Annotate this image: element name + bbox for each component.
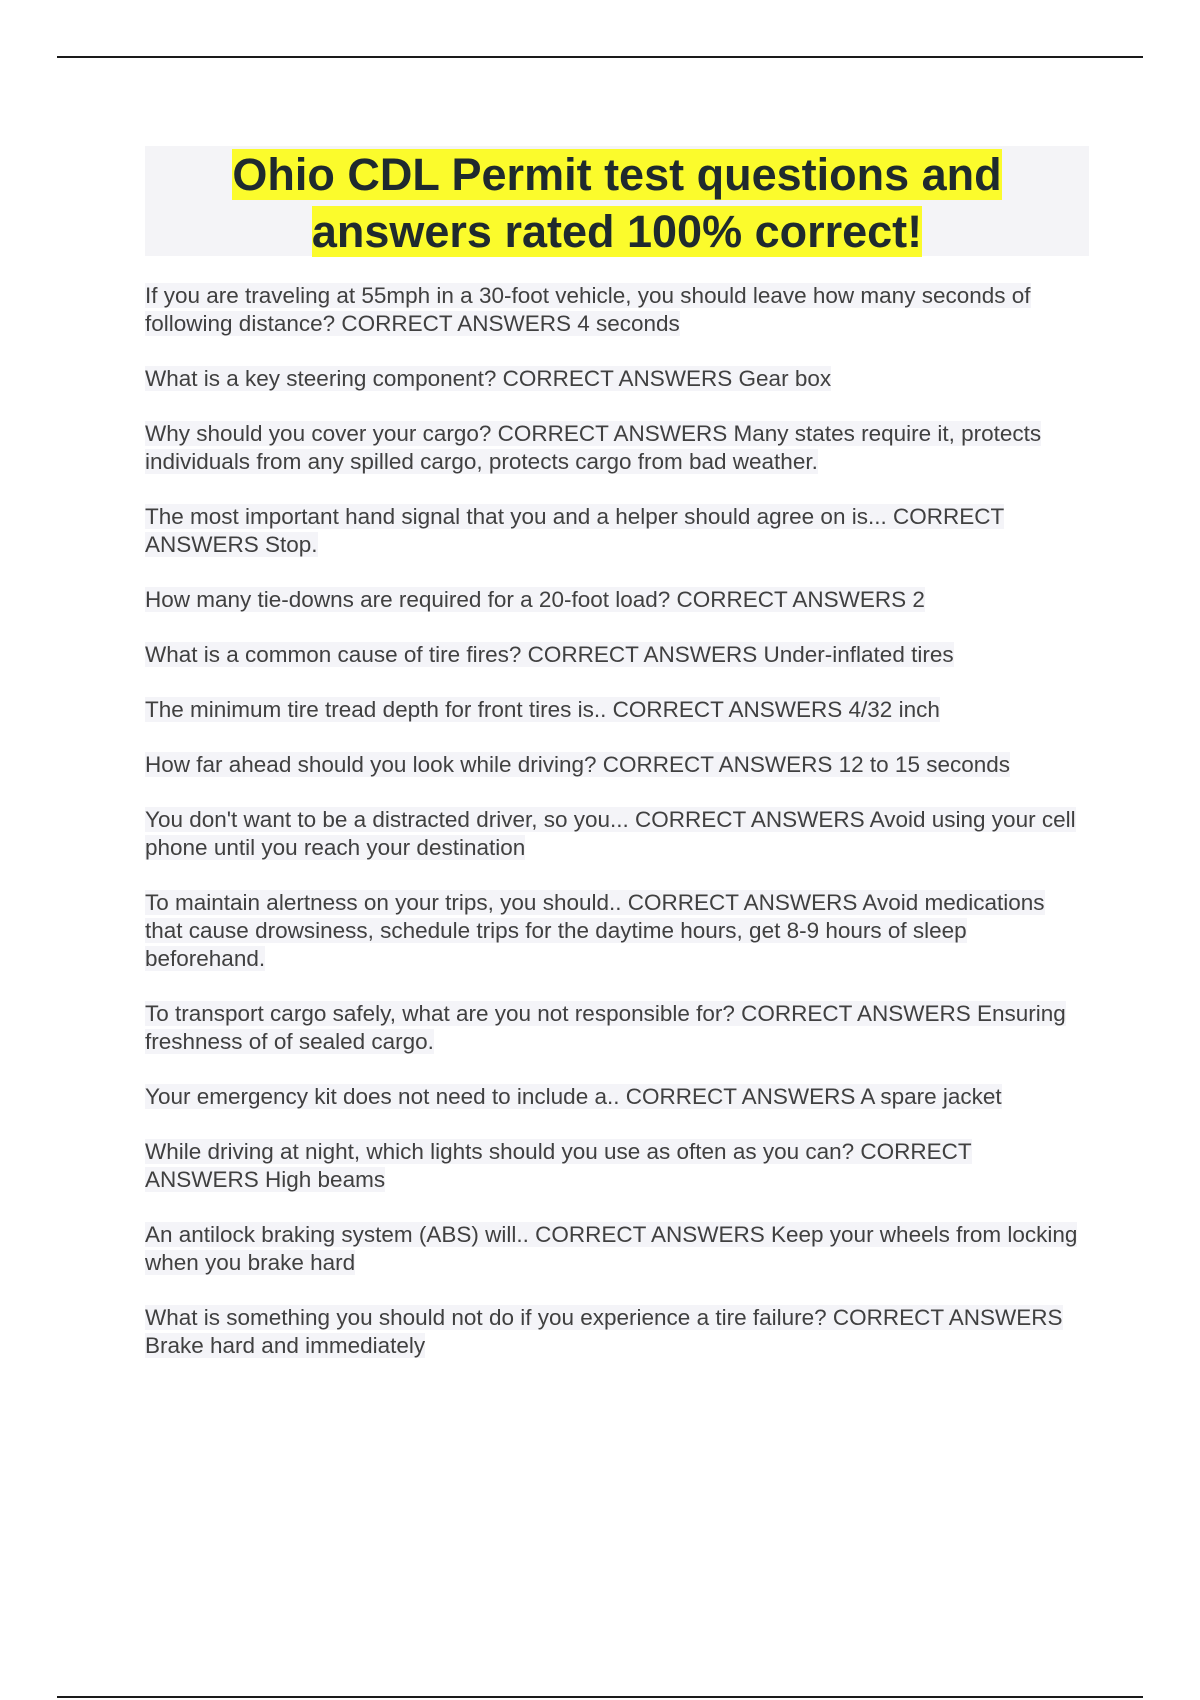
qa-text: If you are traveling at 55mph in a 30-foot vehicle, you should leave how many seconds of following distance? CORRECT ANSWERS 4 seconds [145, 283, 1031, 336]
qa-text: How far ahead should you look while driving? CORRECT ANSWERS 12 to 15 seconds [145, 752, 1011, 777]
qa-item [145, 1138, 1085, 1194]
qa-text: Your emergency kit does not need to include a.. CORRECT ANSWERS A spare jacket [145, 1084, 1002, 1109]
qa-text: To maintain alertness on your trips, you should.. CORRECT ANSWERS Avoid medications that cause drowsiness, schedule trips for the daytime hours, get 8-9 hours of sleep beforehand. [145, 890, 1045, 971]
footer-rule [57, 1696, 1143, 1698]
qa-text: What is a key steering component? CORRECT ANSWERS Gear box [145, 366, 832, 391]
qa-item [145, 696, 1085, 724]
qa-text: An antilock braking system (ABS) will.. CORRECT ANSWERS Keep your wheels from locking when you brake hard [145, 1222, 1078, 1275]
qa-item [145, 503, 1085, 559]
qa-text: What is a common cause of tire fires? CORRECT ANSWERS Under-inflated tires [145, 642, 954, 667]
qa-text: The minimum tire tread depth for front tires is.. CORRECT ANSWERS 4/32 inch [145, 697, 940, 722]
qa-item [145, 420, 1085, 476]
qa-item [145, 586, 1085, 614]
qa-text: Why should you cover your cargo? CORRECT ANSWERS Many states require it, protects individuals from any spilled cargo, protects cargo from bad weather. [145, 421, 1042, 474]
document-title: Ohio CDL Permit test questions and answers rated 100% correct! [232, 149, 1002, 257]
qa-list [145, 282, 1085, 1387]
qa-text: How many tie-downs are required for a 20-foot load? CORRECT ANSWERS 2 [145, 587, 925, 612]
qa-text: To transport cargo safely, what are you not responsible for? CORRECT ANSWERS Ensuring freshness of of sealed cargo. [145, 1001, 1066, 1054]
title-block [145, 146, 1089, 256]
qa-item [145, 1000, 1085, 1056]
qa-item [145, 365, 1085, 393]
qa-item [145, 751, 1085, 779]
qa-item [145, 641, 1085, 669]
qa-text: The most important hand signal that you and a helper should agree on is... CORRECT ANSWERS Stop. [145, 504, 1005, 557]
header-rule [57, 56, 1143, 58]
qa-item [145, 1083, 1085, 1111]
qa-item [145, 282, 1085, 338]
qa-text: You don't want to be a distracted driver, so you... CORRECT ANSWERS Avoid using your cell phone until you reach your destination [145, 807, 1076, 860]
qa-item [145, 889, 1085, 973]
qa-item [145, 806, 1085, 862]
qa-item [145, 1304, 1085, 1360]
qa-item [145, 1221, 1085, 1277]
qa-text: What is something you should not do if you experience a tire failure? CORRECT ANSWERS Brake hard and immediately [145, 1305, 1063, 1358]
qa-text: While driving at night, which lights should you use as often as you can? CORRECT ANSWERS High beams [145, 1139, 972, 1192]
